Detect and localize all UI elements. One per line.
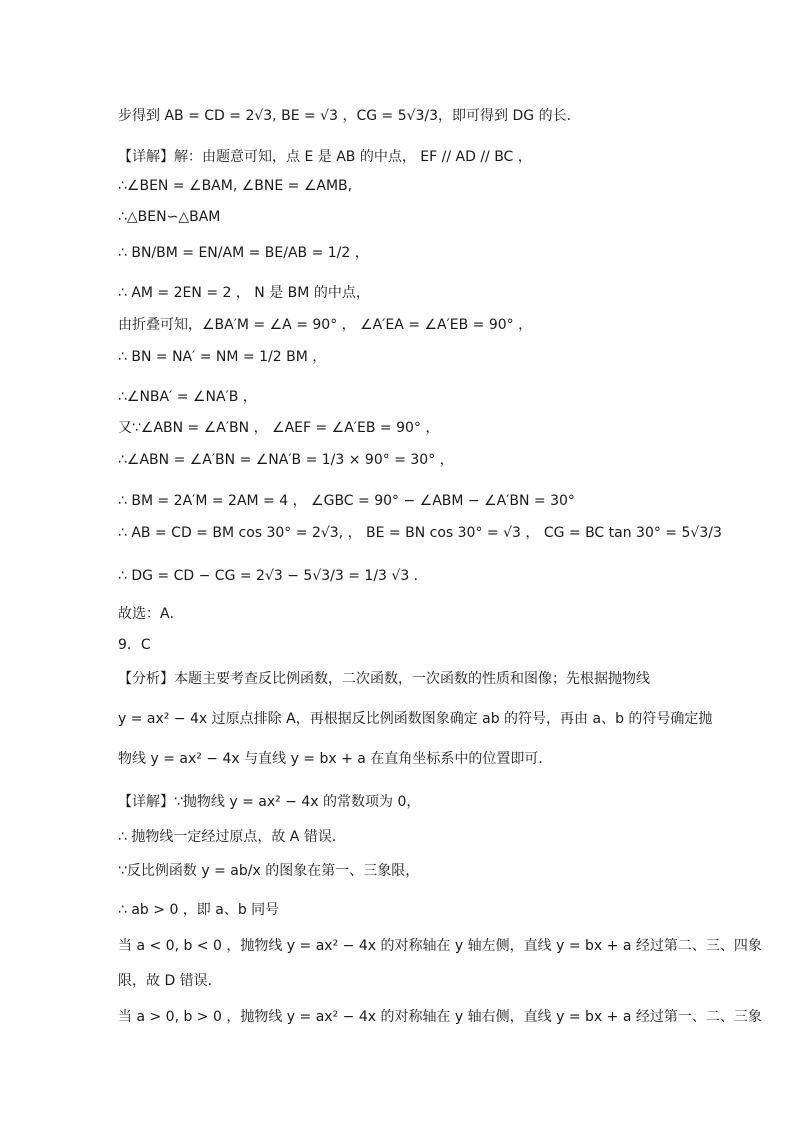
text-line: 当 a > 0, b > 0 ，抛物线 y = ax² − 4x 的对称轴在 y 轴右侧，直线 y = bx + a 经过第一、二、三象 [118,1009,762,1025]
text-line: 步得到 AB = CD = 2√3, BE = √3 ，CG = 5√3/3，即可得到 DG 的长． [118,108,581,124]
text-line: ∵反比例函数 y = ab/x 的图象在第一、三象限， [118,863,420,879]
text-line: 又∵∠ABN = ∠A′BN ， ∠AEF = ∠A′EB = 90° ， [118,420,440,436]
text-line: ∴ BM = 2A′M = 2AM = 4 ， ∠GBC = 90° − ∠ABM − ∠A′BN = 30° [118,493,575,509]
text-line: 【分析】本题主要考查反比例函数，二次函数，一次函数的性质和图像；先根据抛物线 [118,671,650,687]
text-line: ∴△BEN∽△BAM [118,209,221,225]
text-line: 【详解】∵抛物线 y = ax² − 4x 的常数项为 0， [118,794,421,810]
text-line: ∴ AB = CD = BM cos 30° = 2√3, ， BE = BN cos 30° = √3 ， CG = BC tan 30° = 5√3/3 [118,525,722,541]
text-line: 【详解】解：由题意可知，点 E 是 AB 的中点， EF // AD // BC ， [118,149,532,165]
text-line: 当 a < 0, b < 0 ，抛物线 y = ax² − 4x 的对称轴在 y 轴左侧，直线 y = bx + a 经过第二、三、四象 [118,938,762,954]
text-line: ∴∠NBA′ = ∠NA′B ， [118,389,257,405]
text-line: ∴ BN/BM = EN/AM = BE/AB = 1/2 ， [118,245,369,261]
text-line: ∴∠ABN = ∠A′BN = ∠NA′B = 1/3 × 90° = 30° ， [118,452,454,468]
text-line: ∴ DG = CD − CG = 2√3 − 5√3/3 = 1/3 √3 ． [118,568,428,584]
text-line: 物线 y = ax² − 4x 与直线 y = bx + a 在直角坐标系中的位置即可． [118,751,553,767]
text-line: ∴∠BEN = ∠BAM, ∠BNE = ∠AMB, [118,178,353,194]
text-line: y = ax² − 4x 过原点排除 A，再根据反比例函数图象确定 ab 的符号，再由 a、b 的符号确定抛 [118,711,713,727]
text-line: ∴ BN = NA′ = NM = 1/2 BM ， [118,349,327,365]
text-line: ∴ 抛物线一定经过原点，故 A 错误． [118,829,346,845]
text-line: 由折叠可知，∠BA′M = ∠A = 90° ， ∠A′EA = ∠A′EB = 90° ， [118,317,533,333]
text-line: 限，故 D 错误． [118,973,222,989]
text-line: 9．C [118,637,151,653]
text-line: ∴ ab > 0 ，即 a、b 同号 [118,902,280,918]
text-line: ∴ AM = 2EN = 2 ， N 是 BM 的中点， [118,285,370,301]
text-line: 故选：A． [118,606,184,622]
